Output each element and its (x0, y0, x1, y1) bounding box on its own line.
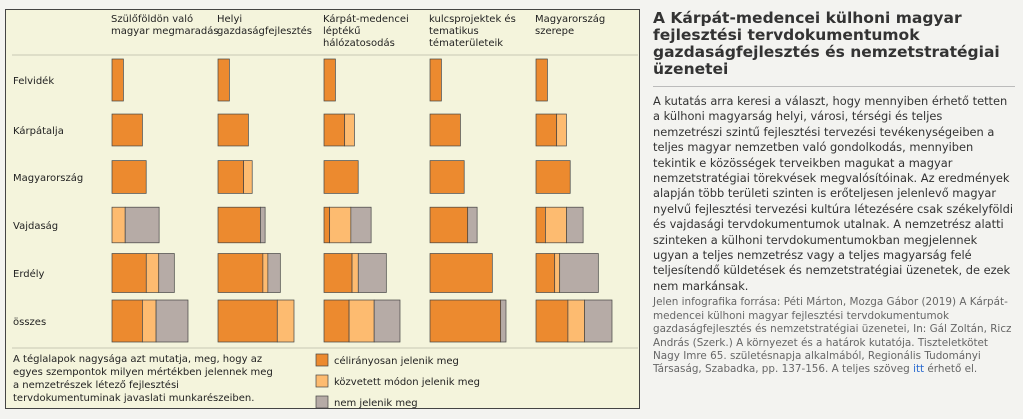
cell-6-5-indirect (568, 300, 585, 342)
cell-2-2-direct (218, 114, 248, 146)
cell-5-3-none (358, 254, 386, 293)
cell-2-4-direct (430, 114, 460, 146)
row-label-1: Felvidék (13, 76, 55, 87)
cell-5-5-indirect (555, 254, 560, 293)
row-label-3: Magyarország (13, 173, 84, 184)
mosaic-chart (6, 10, 641, 410)
row-label-2: Kárpátalja (13, 126, 64, 137)
source-end: érhető el. (924, 363, 978, 376)
cell-3-4-direct (430, 161, 464, 194)
cell-6-4-direct (430, 300, 501, 342)
source-text: Jelen infografika forrása: Péti Márton, Mozga Gábor (2019) A Kárpát-medencei külhoni magyar fejlesztési tervdokumentumok gazdaságfejlesztés és nemzetstratégiai üzenetei, In: Gál Zoltán, Ricz András (Szerk.) A környezet és a határok kutatója. Tiszteletkötet Nagy Imre 65. születésnapja alkalmából, Regionális Tudományi Társaság, Szabadka, pp. 137-156. A teljes szöveg (653, 296, 1012, 376)
cell-3-2-direct (218, 161, 244, 194)
cell-4-1-indirect (112, 207, 125, 243)
note-line-1: A téglalapok nagysága azt mutatja, meg, hogy az (13, 354, 263, 365)
article-body: A kutatás arra keresi a választ, hogy mennyiben érhető tetten a külhoni magyarság helyi, városi, térségi és teljes nemzetrészi szintű fejlesztési tervezési tevékenységeiben a teljes magyar nemzetben való gondolkodás, mennyiben tekintik e közösségek terveikben magukat a magyar nemzetstratégiai törekvések megvalósítóinak. Az eredmények alapján több területi szinten is erőteljesen jelenlevő magyar nyelvű fejlesztési tervezési kultúra létezésére csak székelyföldi és vajdasági tervdokumentumok utalnak. A nemzetrész alatti szinteken a külhoni tervdokumentumokban megjelennek ugyan a teljes nemzetrész vagy a teljes magyarság felé teljesítendő küldetések és nemzetstratégiai üzenetek, de ezek nem markánsak. (653, 94, 1013, 293)
legend-swatch-indirect (316, 375, 328, 387)
cell-4-2-none (260, 207, 265, 243)
cell-4-3-indirect (330, 207, 351, 243)
cell-3-2-indirect (244, 161, 253, 194)
cell-1-4-direct (430, 59, 441, 101)
cell-3-1-direct (112, 161, 146, 194)
column-label-5: Magyarország szerepe (535, 14, 606, 37)
column-label-2: Helyi gazdaságfejlesztés (217, 14, 313, 37)
cell-5-3-direct (324, 254, 352, 293)
cell-1-2-direct (218, 59, 229, 101)
cell-4-3-none (351, 207, 371, 243)
source-link[interactable]: itt (913, 363, 925, 376)
cell-6-2-indirect (277, 300, 294, 342)
cell-2-1-direct (112, 114, 142, 146)
article-title: A Kárpát-medencei külhoni magyar fejlesztési tervdokumentumok gazdaságfejlesztés és nemzetstratégiai üzenetei (653, 9, 1000, 78)
legend-swatch-direct (316, 354, 328, 366)
cell-1-5-direct (536, 59, 547, 101)
note-line-2: egyes szempontok milyen mértékben jelennek meg (13, 367, 273, 378)
cell-5-2-direct (218, 254, 263, 293)
row-label-4: Vajdaság (13, 221, 59, 232)
legend-label-none: nem jelenik meg (334, 398, 418, 409)
title-divider (653, 86, 1015, 87)
cell-6-1-direct (112, 300, 142, 342)
source-citation (653, 296, 1015, 376)
column-label-3: Kárpát-medencei léptékű hálózatosodás (323, 14, 409, 49)
cell-5-4-direct (430, 254, 492, 293)
row-label-5: Erdély (13, 269, 45, 280)
cell-5-1-none (159, 254, 175, 293)
chart-panel (5, 9, 640, 409)
cell-4-3-direct (324, 207, 330, 243)
cell-5-5-none (560, 254, 599, 293)
cell-5-1-indirect (146, 254, 158, 293)
cell-6-1-none (156, 300, 188, 342)
cell-4-4-direct (430, 207, 468, 243)
legend-label-indirect: közvetett módon jelenik meg (334, 377, 480, 388)
cell-4-5-direct (536, 207, 545, 243)
row-label-6: összes (13, 317, 47, 328)
cell-4-5-indirect (545, 207, 566, 243)
cell-4-1-none (125, 207, 159, 243)
column-label-1: Szülőföldön való magyar megmaradás (111, 14, 219, 37)
article-panel (653, 10, 1015, 415)
cell-4-4-none (468, 207, 477, 243)
cell-5-2-none (268, 254, 280, 293)
cell-2-3-indirect (345, 114, 355, 146)
cell-4-5-none (567, 207, 583, 243)
cell-2-3-direct (324, 114, 345, 146)
cell-6-1-indirect (142, 300, 156, 342)
cell-6-2-direct (218, 300, 277, 342)
cell-6-4-none (501, 300, 506, 342)
note-line-4: tervdokumentuminak javaslati munkarészeiben. (13, 393, 255, 404)
cell-2-5-direct (536, 114, 557, 146)
cell-1-1-direct (112, 59, 123, 101)
legend-label-direct: célirányosan jelenik meg (334, 356, 459, 367)
cell-6-3-none (374, 300, 400, 342)
cell-6-5-direct (536, 300, 568, 342)
cell-5-3-indirect (352, 254, 358, 293)
column-label-4: kulcsprojektek és tematikus tématerületeik (429, 14, 516, 49)
cell-3-5-direct (536, 161, 570, 194)
cell-1-3-direct (324, 59, 335, 101)
cell-3-3-direct (324, 161, 358, 194)
cell-5-1-direct (112, 254, 146, 293)
cell-6-3-direct (324, 300, 349, 342)
cell-2-5-indirect (557, 114, 567, 146)
cell-5-5-direct (536, 254, 555, 293)
legend-swatch-none (316, 396, 328, 408)
cell-6-5-none (585, 300, 612, 342)
cell-4-2-direct (218, 207, 260, 243)
cell-5-2-indirect (263, 254, 268, 293)
cell-6-3-indirect (349, 300, 374, 342)
note-line-3: a nemzetrészek létező fejlesztési (13, 380, 179, 391)
